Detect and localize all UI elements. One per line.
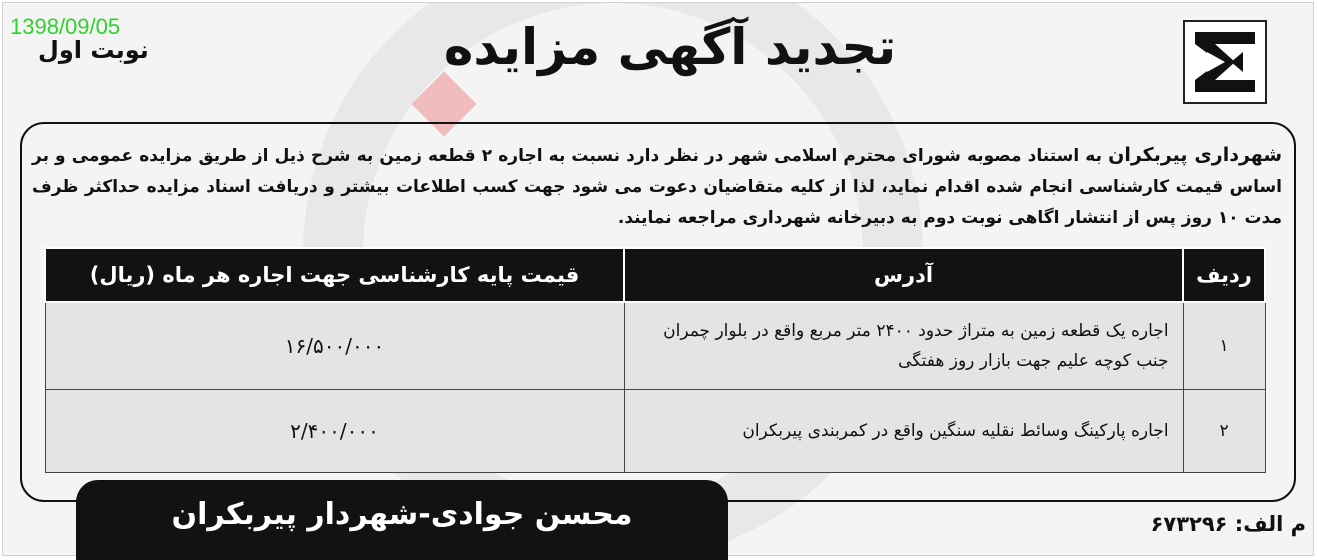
table-row (45, 390, 1265, 473)
logo-icon (1185, 22, 1265, 102)
intro-paragraph (32, 140, 1282, 234)
col-index-header: ردیف (1183, 248, 1265, 302)
row-index: ۱ (1183, 302, 1265, 390)
round-label: نوبت اول (38, 36, 149, 64)
row-price: ۱۶/۵۰۰/۰۰۰ (45, 302, 624, 390)
page-title: تجدید آگهی مزایده (443, 18, 897, 76)
table-header-row (45, 248, 1265, 302)
col-price-header: قیمت پایه کارشناسی جهت اجاره هر ماه (ریال) (45, 248, 624, 302)
signature-banner: محسن جوادی-شهردار پیربکران (76, 480, 728, 560)
row-address: اجاره یک قطعه زمین به متراژ حدود ۲۴۰۰ متر مربع واقع در بلوار چمران جنب کوچه علیم جهت بازار روز هفتگی (624, 302, 1183, 390)
table-row (45, 302, 1265, 390)
row-address: اجاره پارکینگ وسائط نقلیه سنگین واقع در کمربندی پیربکران (624, 390, 1183, 473)
row-price: ۲/۴۰۰/۰۰۰ (45, 390, 624, 473)
organization-name: شهرداری پیربکران (1108, 144, 1283, 166)
intro-text: به استناد مصوبه شورای محترم اسلامی شهر در نظر دارد نسبت به اجاره ۲ قطعه زمین به شرح ذیل از طریق مزایده عمومی و بر اساس قیمت کارشناسی انجام شده اقدام نماید، لذا از کلیه متقاضیان دعوت می شود جهت کسب اطلاعات بیشتر و دریافت اسناد مزایده حداکثر ظرف مدت ۱۰ روز پس از انتشار اگاهی نوبت دوم به دبیرخانه شهرداری مراجعه نمایند. (32, 146, 1282, 228)
row-index: ۲ (1183, 390, 1265, 473)
ad-code: م الف: ۶۷۳۲۹۶ (1150, 512, 1306, 536)
col-address-header: آدرس (624, 248, 1183, 302)
auction-table (44, 247, 1266, 473)
municipality-logo (1183, 20, 1267, 104)
publication-date: 1398/09/05 (10, 14, 121, 39)
